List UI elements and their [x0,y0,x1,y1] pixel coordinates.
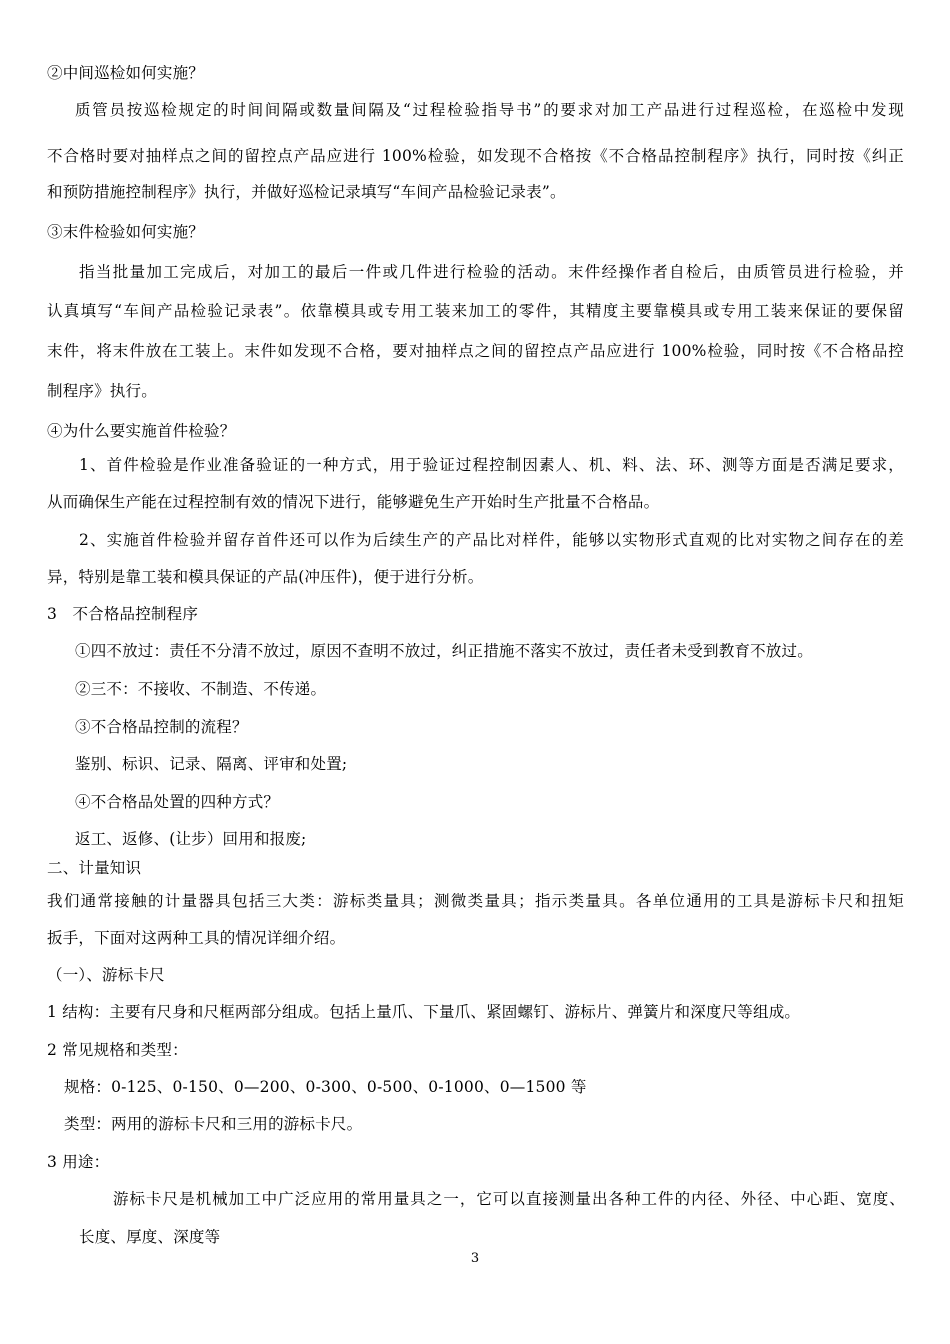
list-item: 返工、返修、(让步）回用和报废; [75,830,307,848]
list-item: 鉴别、标识、记录、隔离、评审和处置; [75,755,348,773]
list-item: ④不合格品处置的四种方式？ [75,793,280,811]
section-heading-nonconforming: 3 不合格品控制程序 [47,605,199,623]
heading-patrol-inspection: ②中间巡检如何实施？ [47,64,205,82]
paragraph-line: 扳手，下面对这两种工具的情况详细介绍。 [47,929,346,947]
paragraph-line: 3 用途： [47,1153,110,1171]
subsection-heading-vernier-caliper: （一）、游标卡尺 [47,966,165,984]
list-item: ①四不放过：责任不分清不放过，原因不查明不放过，纠正措施不落实不放过，责任者未受到教育不放过。 [75,642,813,660]
paragraph-line: 异，特别是靠工装和模具保证的产品(冲压件)，便于进行分析。 [47,568,484,586]
paragraph-line: 指当批量加工完成后，对加工的最后一件或几件进行检验的活动。末件经操作者自检后，由质管员进行检验，并 [79,263,904,281]
heading-first-article-inspection: ④为什么要实施首件检验？ [47,422,236,440]
list-item: ③不合格品控制的流程？ [75,718,248,736]
paragraph-line: 2 常见规格和类型： [47,1041,188,1059]
paragraph-line: 从而确保生产能在过程控制有效的情况下进行，能够避免生产开始时生产批量不合格品。 [47,493,660,511]
paragraph-line: 认真填写“车间产品检验记录表”。依靠模具或专用工装来加工的零件，其精度主要靠模具或专用工装来保证的要保留 [47,302,904,320]
paragraph-line: 1、首件检验是作业准备验证的一种方式，用于验证过程控制因素人、机、料、法、环、测等方面是否满足要求， [79,456,904,474]
paragraph-line: 长度、厚度、深度等 [79,1228,221,1246]
paragraph-line: 制程序》执行。 [47,382,157,400]
paragraph-line: 末件，将末件放在工装上。末件如发现不合格，要对抽样点之间的留控点产品应进行 100%检验，同时按《不合格品控 [47,342,904,360]
paragraph-line: 不合格时要对抽样点之间的留控点产品应进行 100%检验，如发现不合格按《不合格品控制程序》执行，同时按《纠正 [47,147,904,165]
section-heading-metrology: 二、计量知识 [47,859,142,877]
paragraph-line: 和预防措施控制程序》执行，并做好巡检记录填写“车间产品检验记录表”。 [47,183,566,201]
paragraph-line: 类型：两用的游标卡尺和三用的游标卡尺。 [64,1115,363,1133]
paragraph-line: 2、实施首件检验并留存首件还可以作为后续生产的产品比对样件，能够以实物形式直观的比对实物之间存在的差 [79,531,904,549]
list-item: ②三不：不接收、不制造、不传递。 [75,680,327,698]
paragraph-line: 游标卡尺是机械加工中广泛应用的常用量具之一，它可以直接测量出各种工件的内径、外径、中心距、宽度、 [113,1190,905,1208]
paragraph-line: 质管员按巡检规定的时间间隔或数量间隔及“过程检验指导书”的要求对加工产品进行过程巡检，在巡检中发现 [75,101,904,119]
heading-final-inspection: ③末件检验如何实施？ [47,223,205,241]
paragraph-line: 1 结构：主要有尺身和尺框两部分组成。包括上量爪、下量爪、紧固螺钉、游标片、弹簧片和深度尺等组成。 [47,1003,801,1021]
paragraph-line: 我们通常接触的计量器具包括三大类：游标类量具；测微类量具；指示类量具。各单位通用的工具是游标卡尺和扭矩 [47,892,904,910]
paragraph-line: 规格：0-125、0-150、0—200、0-300、0-500、0-1000、0—1500 等 [64,1078,587,1096]
page-number: 3 [470,1251,480,1266]
